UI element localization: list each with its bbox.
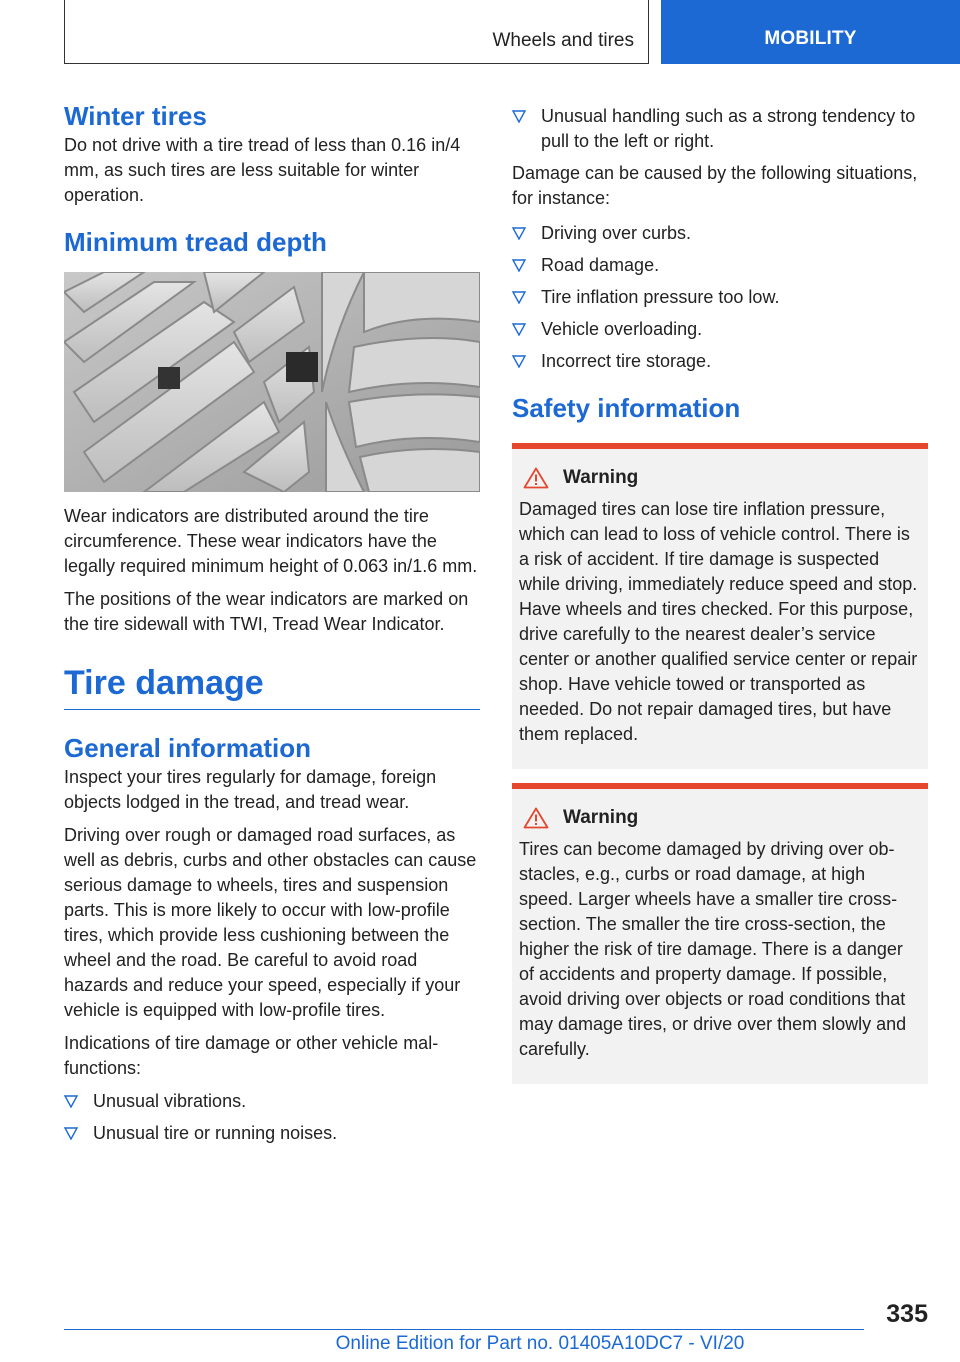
wear-indicator-small	[158, 367, 180, 389]
wear-positions-text: The positions of the wear indicators are marked on the tire sidewall with TWI, Tread Wear Indicator.	[64, 589, 469, 634]
winter-tires-heading: Winter tires	[64, 101, 207, 131]
warning-box-1	[512, 443, 928, 769]
warning-title: Warning	[563, 466, 639, 488]
list-item: Vehicle overloading.	[512, 317, 928, 342]
header-chapter-tab[interactable]	[661, 0, 960, 64]
warning-triangle-icon	[523, 467, 549, 489]
bullet-triangle-icon	[64, 1095, 78, 1108]
safety-information-heading: Safety information	[512, 393, 741, 423]
header-section-title: Wheels and tires	[492, 30, 634, 51]
bullet-triangle-icon	[512, 323, 526, 336]
list-item: Incorrect tire storage.	[512, 349, 928, 374]
warning-box-2	[512, 783, 928, 1084]
bullet-triangle-icon	[512, 227, 526, 240]
footer-rule	[64, 1329, 864, 1330]
damage-causes-list	[512, 221, 928, 374]
warning-text: Damaged tires can lose tire inflation pressure, which can lead to loss of vehicle control. There is a risk of accident. If tire damage is suspected while driving, immediately reduce speed and stop. Have wheels and tires checked. For this purpose, drive carefully to the nearest dealer’s service center or another qualified service center or repair shop. Have vehicle towed or transported as needed. Do not repair damaged tires, but have them replaced.	[519, 498, 918, 744]
list-item: Unusual vibrations.	[64, 1089, 480, 1114]
list-item: Unusual tire or running noises.	[64, 1121, 480, 1146]
bullet-triangle-icon	[512, 355, 526, 368]
general-information-p3: Indications of tire damage or other vehicle malfunctions:	[64, 1032, 439, 1078]
tire-tread-image	[64, 272, 480, 492]
footer-edition: Online Edition for Part no. 01405A10DC7 - VI/20	[335, 1333, 745, 1354]
bullet-triangle-icon	[512, 110, 526, 123]
indications-list	[64, 1089, 480, 1146]
list-item: Tire inflation pressure too low.	[512, 285, 928, 310]
list-item: Unusual handling such as a strong tendency to pull to the left or right.	[512, 104, 928, 154]
warning-triangle-icon	[523, 807, 549, 829]
winter-tires-text: Do not drive with a tire tread of less than 0.16 in/4 mm, as such tires are less suitable for winter operation.	[64, 134, 461, 205]
bullet-triangle-icon	[512, 259, 526, 272]
bullet-triangle-icon	[64, 1127, 78, 1140]
warning-header	[519, 807, 920, 829]
damage-causes-intro: Damage can be caused by the following situations, for instance:	[512, 163, 918, 208]
page-number: 335	[886, 1300, 928, 1328]
general-information-heading: General information	[64, 733, 312, 764]
wear-indicator-large	[286, 352, 318, 382]
indications-list-continued	[512, 104, 928, 154]
list-item: Driving over curbs.	[512, 221, 928, 246]
bullet-triangle-icon	[512, 291, 526, 304]
warning-title: Warning	[563, 806, 639, 828]
right-column	[512, 104, 928, 1084]
warning-header	[519, 467, 920, 489]
header-frame	[64, 0, 649, 64]
minimum-tread-heading: Minimum tread depth	[64, 226, 327, 257]
header-chapter-label: MOBILITY	[764, 28, 857, 49]
warning-text: Tires can become damaged by driving over obstacles, e.g., curbs or road damage, at high speed. Larger wheels have a smaller tire cross-section. The smaller the tire cross-section, the higher the risk of tire damage. There is a danger of accidents and property damage. If possible, avoid driving over objects or road conditions that may damage tires, or drive over them slowly and carefully.	[519, 838, 907, 1059]
tire-damage-heading-rule	[64, 661, 480, 710]
left-column	[64, 100, 480, 1153]
list-item: Road damage.	[512, 253, 928, 278]
general-information-p2: Driving over rough or damaged road surfaces, as well as debris, curbs and other obstacles can cause serious damage to wheels, tires and suspension parts. This is more likely to occur with low-profile tires, which provide less cushioning between the wheel and the road. Be careful to avoid road hazards and reduce your speed, especially if your vehicle is equipped with low-profile tires.	[64, 824, 477, 1020]
general-information-p1: Inspect your tires regularly for damage, foreign objects lodged in the tread, and tread wear.	[64, 766, 437, 812]
tire-damage-heading: Tire damage	[64, 664, 264, 702]
wear-indicators-text: Wear indicators are distributed around the tire circumference. These wear indicators have the legally required minimum height of 0.063 in/1.6 mm.	[64, 506, 478, 576]
tire-tread-illustration	[64, 272, 480, 492]
